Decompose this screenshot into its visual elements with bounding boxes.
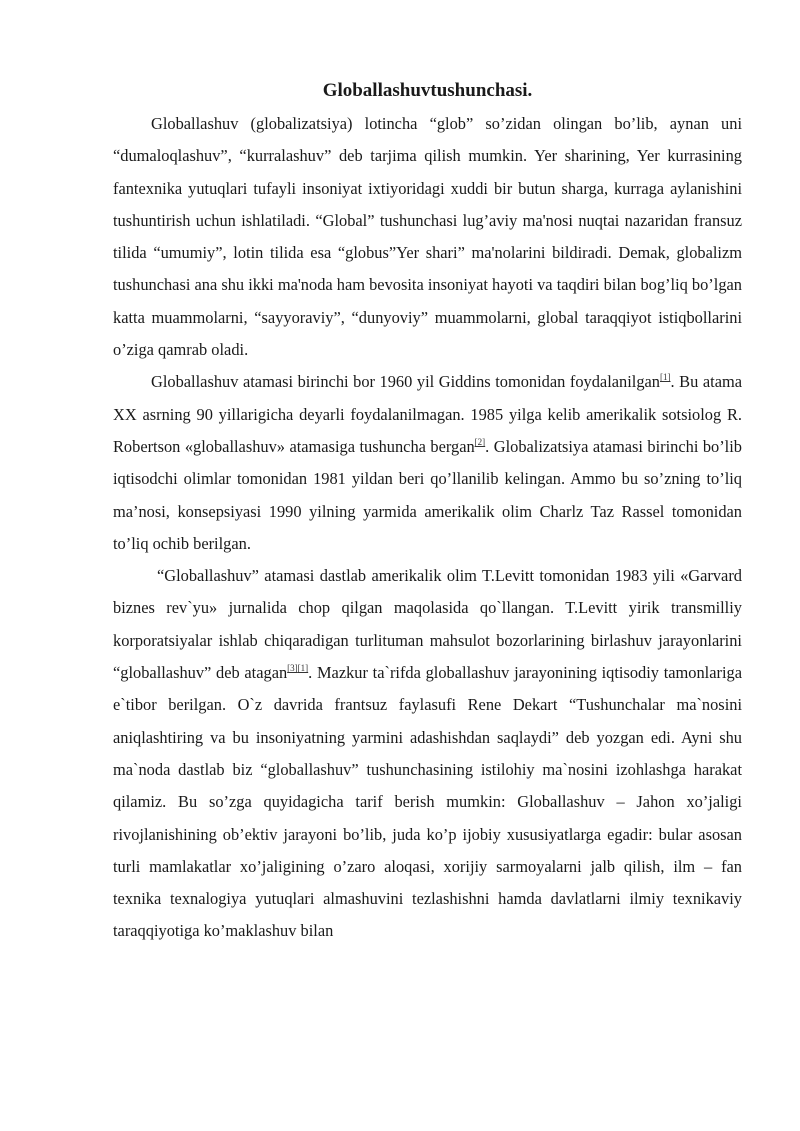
paragraph-3: [113, 560, 742, 948]
footnote-ref[interactable]: [1]: [660, 372, 671, 383]
document-title: Globallashuvtushunchasi.: [322, 80, 533, 101]
footnote-ref[interactable]: [2]: [474, 436, 486, 447]
footnote-ref[interactable]: [1]: [297, 663, 309, 674]
footnote-ref[interactable]: [3]: [287, 663, 298, 674]
paragraph-text: Globallashuv atamasi birinchi bor 1960 yil Giddins tomonidan foydalanilgan: [151, 372, 661, 392]
paragraph-text: . Bu atama XX asrning 90 yillarigicha deyarli foydalanilmagan. 1985 yilga kelib amerikalik sotsiolog R. Robertson «globallashuv» atamasiga tushuncha bergan: [113, 372, 742, 456]
paragraph-1: [113, 108, 742, 366]
paragraph-text: “Globallashuv” atamasi dastlab amerikalik olim T.Levitt tomonidan 1983 yili «Garvard biznes rev`yu» jurnalida chop qilgan maqolasida qo`llangan. T.Levitt yirik transmilliy korporatsiyalar ishlab chiqaradigan turlituman mahsulot bozorlarining birlashuv jarayonlarini “globallashuv” deb atagan: [113, 566, 742, 683]
paragraph-2: [113, 366, 742, 560]
paragraph-text: . Mazkur ta`rifda globallashuv jarayonining iqtisodiy tamonlariga e`tibor berilgan. O`z davrida frantsuz faylasufi Rene Dekart “Tushunchalar ma`nosini aniqlashtiring va bu insoniyatning yarmini adashishdan saqlaydi” deb yozgan edi. Ayni shu ma`noda dastlab biz “globallashuv” tushunchasining istilohiy ma`nosini izohlashga harakat qilamiz. Bu so’zga quyidagicha tarif berish mumkin: Globallashuv – Jahon xo’jaligi rivojlanishining ob’ektiv jarayoni bo’lib, juda ko’p ijobiy xususiyatlarga egadir: bular asosan turli mamlakatlar xo’jaligining o’zaro aloqasi, xorijiy sarmoyalarni jalb qilish, ilm – fan texnika texnalogiya yutuqlari almashuvini tezlashishni hamda davlatlarni ilmiy texnikaviy taraqqiyotiga ko’maklashuv bilan: [113, 663, 742, 941]
paragraph-text: . Globalizatsiya atamasi birinchi bo’lib iqtisodchi olimlar tomonidan 1981 yildan beri qo’llanilib kelingan. Ammo bu so’zning to’liq ma’nosi, konsepsiyasi 1990 yilning yarmida amerikalik olim Charlz Taz Rassel tomonidan to’liq ochib berilgan.: [113, 436, 742, 553]
paragraph-text: Globallashuv (globalizatsiya) lotincha “glob” so’zidan olingan bo’lib, aynan uni “dumaloqlashuv”, “kurralashuv” deb tarjima qilish mumkin. Yer sharining, Yer kurrasining fantexnika yutuqlari tufayli insoniyat ixtiyoridagi xuddi bir butun sharga, kurraga aylanishini tushuntirish uchun ishlatiladi. “Global” tushunchasi lug’aviy ma'nosi nuqtai nazaridan fransuz tilida “umumiy”, lotin tilida esa “globus”Yer shari” ma'nolarini bildiradi. Demak, globalizm tushunchasi ana shu ikki ma'noda ham bevosita insoniyat hayoti va taqdiri bilan bog’liq bo’lgan katta muammolarni, “sayyoraviy”, “dunyoviy” muammolarni, global taraqqiyot istiqbollarini o’ziga qamrab oladi.: [113, 114, 742, 360]
